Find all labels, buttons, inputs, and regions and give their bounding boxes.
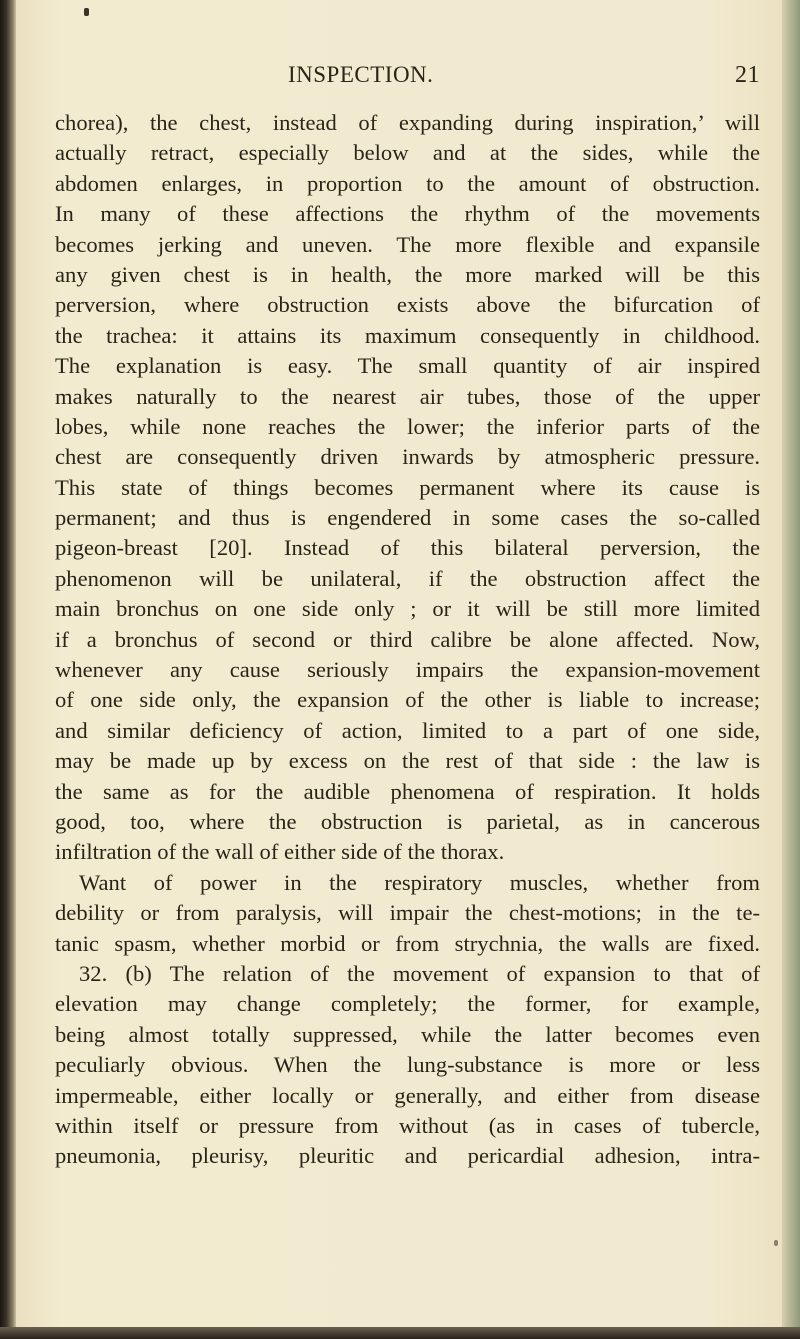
text-line: chorea), the chest, instead of expanding during inspiration,’ will (55, 110, 760, 135)
text-line: any given chest is in health, the more marked will be this (55, 261, 760, 287)
running-head: INSPECTION. (288, 62, 434, 87)
ink-speck-mark (84, 8, 89, 16)
text-line: whenever any cause seriously impairs the expansion-movement (55, 657, 760, 683)
text-line: if a bronchus of second or third calibre be alone affected. Now, (55, 626, 760, 652)
text-line: the trachea: it attains its maximum consequently in childhood. (55, 322, 760, 348)
text-line: infiltration of the wall of either side of the thorax. (55, 839, 505, 865)
page-number: 21 (735, 62, 760, 88)
text-line: of one side only, the expansion of the other is liable to increase; (55, 687, 760, 713)
text-line: elevation may change completely; the former, for example, (55, 991, 760, 1017)
section-paragraph-start: 32. (b) The relation of the movement of expansion to that of (79, 960, 760, 986)
text-line: This state of things becomes permanent where its cause is (55, 474, 760, 500)
text-line: pneumonia, pleurisy, pleuritic and pericardial adhesion, intra- (55, 1143, 760, 1169)
text-line: peculiarly obvious. When the lung-substance is more or less (55, 1052, 760, 1078)
text-line: makes naturally to the nearest air tubes, those of the upper (55, 383, 760, 409)
text-line: the same as for the audible phenomena of respiration. It holds (55, 778, 760, 804)
text-line: and similar deficiency of action, limited to a part of one side, (55, 717, 760, 743)
text-line: impermeable, either locally or generally, and either from disease (55, 1082, 760, 1108)
page-bottom-edge (0, 1327, 800, 1339)
text-line: tanic spasm, whether morbid or from strychnia, the walls are fixed. (55, 930, 760, 956)
text-line: permanent; and thus is engendered in some cases the so-called (55, 505, 760, 531)
ink-speck-mark (774, 1240, 778, 1246)
text-line: chest are consequently driven inwards by atmospheric pressure. (55, 444, 760, 470)
text-line: may be made up by excess on the rest of that side : the law is (55, 748, 760, 774)
text-line: debility or from paralysis, will impair the chest-motions; in the te- (55, 900, 760, 926)
text-line: within itself or pressure from without (as in cases of tubercle, (55, 1112, 760, 1138)
text-line: actually retract, especially below and at the sides, while the (55, 140, 760, 166)
text-line: good, too, where the obstruction is parietal, as in cancerous (55, 808, 760, 834)
text-line: phenomenon will be unilateral, if the obstruction affect the (55, 565, 760, 591)
book-spine-shadow (0, 0, 16, 1339)
page-header (0, 62, 800, 92)
text-line: main bronchus on one side only ; or it will be still more limited (55, 596, 760, 622)
text-line: In many of these affections the rhythm of the movements (55, 201, 760, 227)
text-line: Want of power in the respiratory muscles, whether from (79, 869, 760, 895)
text-line: The explanation is easy. The small quantity of air inspired (55, 353, 760, 379)
text-line: pigeon-breast [20]. Instead of this bilateral perversion, the (55, 535, 760, 561)
text-line: lobes, while none reaches the lower; the inferior parts of the (55, 413, 760, 439)
page-right-edge (782, 0, 800, 1339)
text-line: becomes jerking and uneven. The more flexible and expansile (55, 231, 760, 257)
body-text (55, 108, 760, 1172)
text-line: perversion, where obstruction exists above the bifurcation of (55, 292, 760, 318)
text-line: being almost totally suppressed, while the latter becomes even (55, 1021, 760, 1047)
text-line: abdomen enlarges, in proportion to the amount of obstruction. (55, 170, 760, 196)
